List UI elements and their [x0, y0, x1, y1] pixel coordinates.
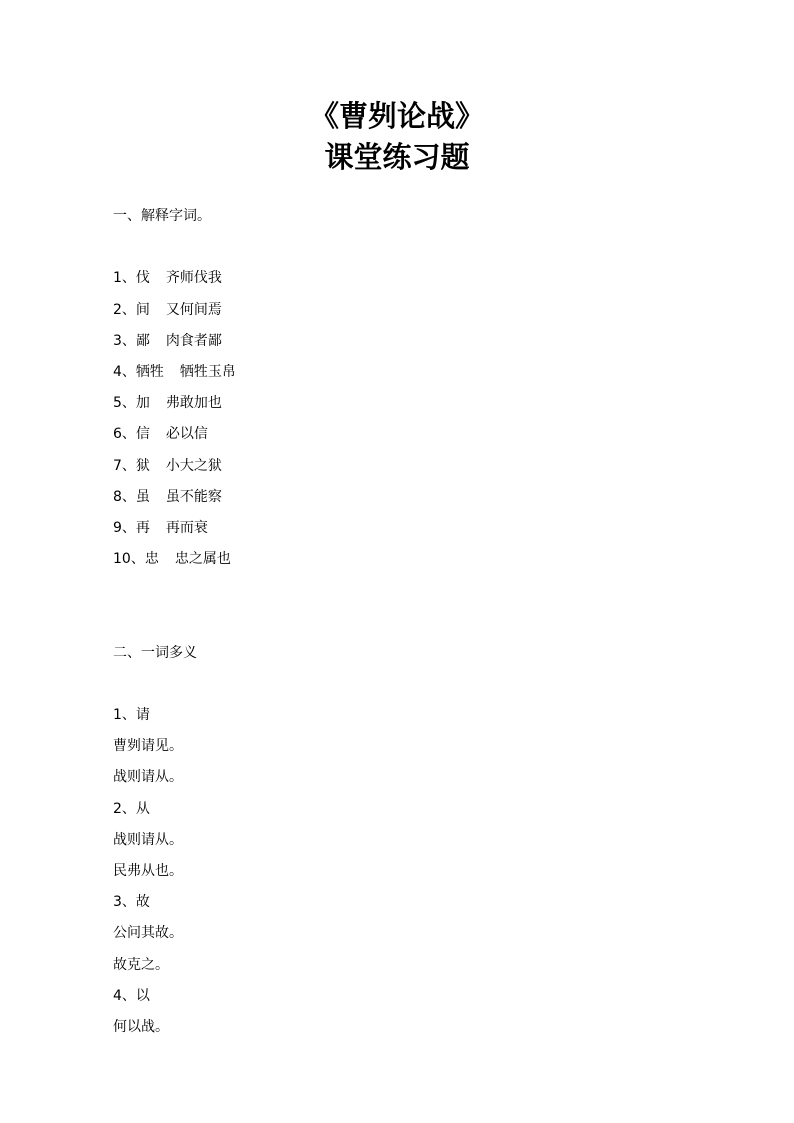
- polysemy-sentence: 战则请从。: [113, 769, 183, 786]
- vocab-item: [113, 358, 713, 389]
- spacer: [113, 233, 713, 264]
- vocab-item: [113, 420, 713, 451]
- vocab-example: 又何间焉: [165, 301, 222, 318]
- polysemy-word: 1、请: [113, 707, 150, 723]
- vocab-word: 7、狱: [113, 457, 150, 474]
- document-title: [0, 96, 794, 178]
- section2-heading: 二、一词多义: [113, 644, 197, 661]
- vocab-word: 2、间: [113, 301, 150, 318]
- vocab-example: 弗敢加也: [165, 395, 222, 412]
- vocab-word: 9、再: [113, 519, 150, 536]
- vocab-example: 肉食者鄙: [165, 332, 222, 349]
- vocab-item: [113, 296, 713, 327]
- vocab-example: 牺牲玉帛: [179, 363, 236, 380]
- vocab-word: 10、忠: [113, 551, 159, 568]
- title-line-2: 课堂练习题: [324, 140, 470, 174]
- document-body: [113, 202, 713, 1044]
- polysemy-word: 3、故: [113, 894, 150, 911]
- polysemy-word: 4、以: [113, 987, 150, 1004]
- vocab-word: 1、伐: [113, 270, 150, 287]
- polysemy-sentence: 故克之。: [113, 956, 169, 973]
- vocab-item: [113, 514, 713, 545]
- spacer: [113, 576, 713, 607]
- polysemy-sentence: 民弗从也。: [113, 862, 183, 879]
- vocab-item: [113, 452, 713, 483]
- vocab-word: 6、信: [113, 426, 150, 443]
- vocab-word: 3、鄙: [113, 332, 150, 349]
- vocab-example: 忠之属也: [174, 551, 231, 568]
- spacer: [113, 670, 713, 701]
- vocab-item: [113, 389, 713, 420]
- vocab-item: [113, 327, 713, 358]
- polysemy-word: 2、从: [113, 800, 150, 817]
- spacer: [113, 607, 713, 638]
- vocab-word: 8、虽: [113, 488, 150, 505]
- polysemy-sentence: 曹刿请见。: [113, 738, 183, 755]
- vocab-example: 虽不能察: [165, 488, 222, 505]
- section1-heading: 一、解释字词。: [113, 208, 211, 224]
- vocab-example: 必以信: [165, 426, 208, 443]
- vocab-item: [113, 483, 713, 514]
- vocab-example: 小大之狱: [165, 457, 222, 474]
- vocab-word: 4、牺牲: [113, 363, 164, 380]
- vocab-word: 5、加: [113, 395, 150, 412]
- vocab-example: 齐师伐我: [165, 270, 222, 287]
- vocab-item: [113, 545, 713, 576]
- vocab-item: [113, 264, 713, 295]
- polysemy-sentence: 战则请从。: [113, 831, 183, 848]
- vocab-example: 再而衰: [165, 519, 208, 536]
- title-line-1: 《曹刿论战》: [309, 99, 484, 133]
- polysemy-sentence: 何以战。: [113, 1018, 169, 1035]
- polysemy-sentence: 公问其故。: [113, 925, 183, 942]
